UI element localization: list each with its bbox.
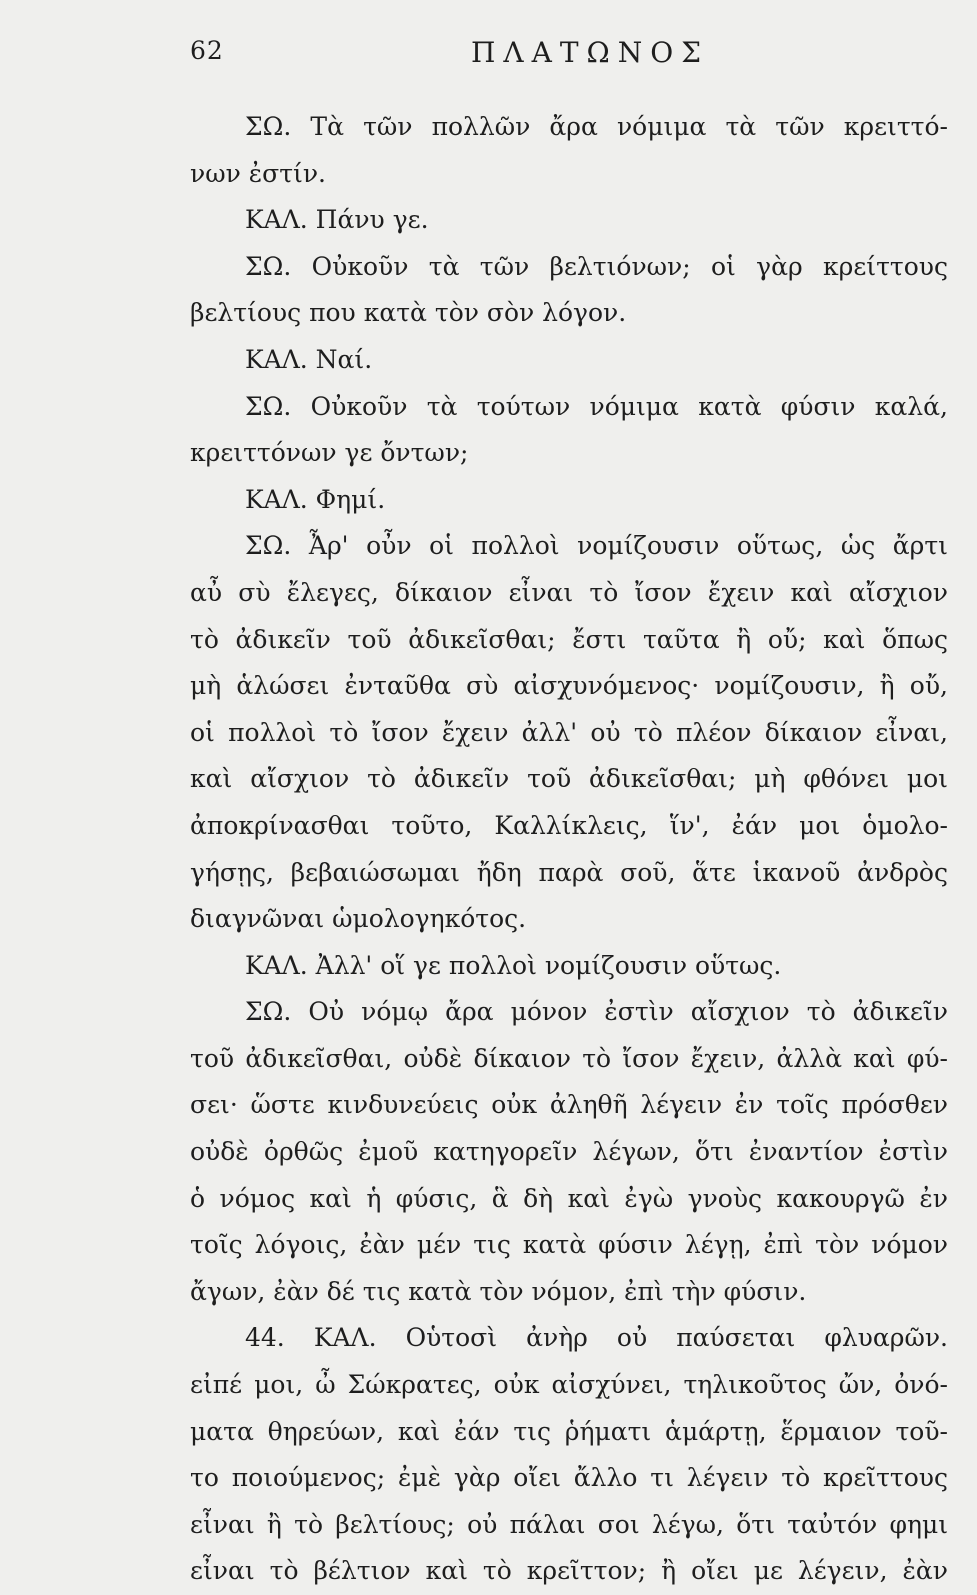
text-line: ΣΩ. Οὐ νόμῳ ἄρα μόνον ἐστὶν αἴσχιον τὸ ἀδικεῖν xyxy=(245,997,948,1027)
text-line: καὶ αἴσχιον τὸ ἀδικεῖν τοῦ ἀδικεῖσθαι; μὴ φθόνει μοι xyxy=(190,764,948,794)
text-line: ΣΩ. Ἆρ' οὖν οἱ πολλοὶ νομίζουσιν οὕτως, ὡς ἄρτι xyxy=(245,531,948,561)
text-line: ΣΩ. Τὰ τῶν πολλῶν ἄρα νόμιμα τὰ τῶν κρειττό- xyxy=(245,112,948,141)
text-line: μὴ ἁλώσει ἐνταῦθα σὺ αἰσχυνόμενος· νομίζουσιν, ἢ οὔ, xyxy=(190,671,948,701)
text-line: ματα θηρεύων, καὶ ἐάν τις ῥήματι ἁμάρτῃ, ἕρμαιον τοῦ- xyxy=(190,1416,948,1446)
text-line: 44. ΚΑΛ. Οὑτοσὶ ἀνὴρ οὐ παύσεται φλυαρῶν. xyxy=(245,1323,948,1353)
text-line: ΣΩ. Οὐκοῦν τὰ τῶν βελτιόνων; οἱ γὰρ κρείττους xyxy=(245,251,948,281)
text-line: εἶναι ἢ τὸ βελτίους; οὐ πάλαι σοι λέγω, ὅτι ταὐτόν φημι xyxy=(190,1509,948,1539)
text-line: ΚΑΛ. Φημί. xyxy=(245,484,386,514)
text-line: εἰπέ μοι, ὦ Σώκρατες, οὐκ αἰσχύνει, τηλικοῦτος ὤν, ὀνό- xyxy=(190,1370,948,1400)
text-line: οὐδὲ ὀρθῶς ἐμοῦ κατηγορεῖν λέγων, ὅτι ἐναντίον ἐστὶν xyxy=(190,1137,948,1167)
text-line: τὸ ἀδικεῖν τοῦ ἀδικεῖσθαι; ἔστι ταῦτα ἢ οὔ; καὶ ὅπως xyxy=(190,624,948,654)
text-line: γήσῃς, βεβαιώσωμαι ἤδη παρὰ σοῦ, ἅτε ἱκανοῦ ἀνδρὸς xyxy=(190,857,948,887)
running-title: ΠΛΑΤΩΝΟΣ xyxy=(470,36,709,69)
text-line: ἀποκρίνασθαι τοῦτο, Καλλίκλεις, ἵν', ἐάν μοι ὁμολο- xyxy=(190,810,948,840)
text-line: τοῖς λόγοις, ἐὰν μέν τις κατὰ φύσιν λέγῃ, ἐπὶ τὸν νόμον xyxy=(190,1230,948,1260)
text-line: νων ἐστίν. xyxy=(190,158,326,188)
text-line: ὁ νόμος καὶ ἡ φύσις, ἃ δὴ καὶ ἐγὼ γνοὺς κακουργῶ ἐν xyxy=(190,1183,948,1213)
text-line: διαγνῶναι ὡμολογηκότος. xyxy=(190,904,527,934)
text-line: αὖ σὺ ἔλεγες, δίκαιον εἶναι τὸ ἴσον ἔχειν καὶ αἴσχιον xyxy=(190,577,948,607)
text-line: βελτίους που κατὰ τὸν σὸν λόγον. xyxy=(190,298,627,328)
text-line: ΣΩ. Οὐκοῦν τὰ τούτων νόμιμα κατὰ φύσιν καλά, xyxy=(245,391,948,421)
page-header xyxy=(190,36,950,76)
text-line: οἱ πολλοὶ τὸ ἴσον ἔχειν ἀλλ' οὐ τὸ πλέον δίκαιον εἶναι, xyxy=(190,717,948,747)
page-number: 62 xyxy=(190,36,224,65)
text-line: ΚΑΛ. Πάνυ γε. xyxy=(245,205,429,235)
text-line: σει· ὥστε κινδυνεύεις οὐκ ἀληθῆ λέγειν ἐν τοῖς πρόσθεν xyxy=(190,1090,948,1120)
text-line: κρειττόνων γε ὄντων; xyxy=(190,438,469,468)
text-line: ἄγων, ἐὰν δέ τις κατὰ τὸν νόμον, ἐπὶ τὴν φύσιν. xyxy=(190,1276,807,1306)
body-text xyxy=(190,104,948,1595)
text-line: εἶναι τὸ βέλτιον καὶ τὸ κρεῖττον; ἢ οἴει με λέγειν, ἐὰν xyxy=(190,1556,948,1586)
text-line: ΚΑΛ. Ναί. xyxy=(245,344,373,374)
text-line: ΚΑΛ. Ἀλλ' οἵ γε πολλοὶ νομίζουσιν οὕτως. xyxy=(245,950,782,980)
text-line: τοῦ ἀδικεῖσθαι, οὐδὲ δίκαιον τὸ ἴσον ἔχειν, ἀλλὰ καὶ φύ- xyxy=(190,1043,948,1073)
text-line: το ποιούμενος; ἐμὲ γὰρ οἴει ἄλλο τι λέγειν τὸ κρεῖττους xyxy=(190,1463,948,1493)
